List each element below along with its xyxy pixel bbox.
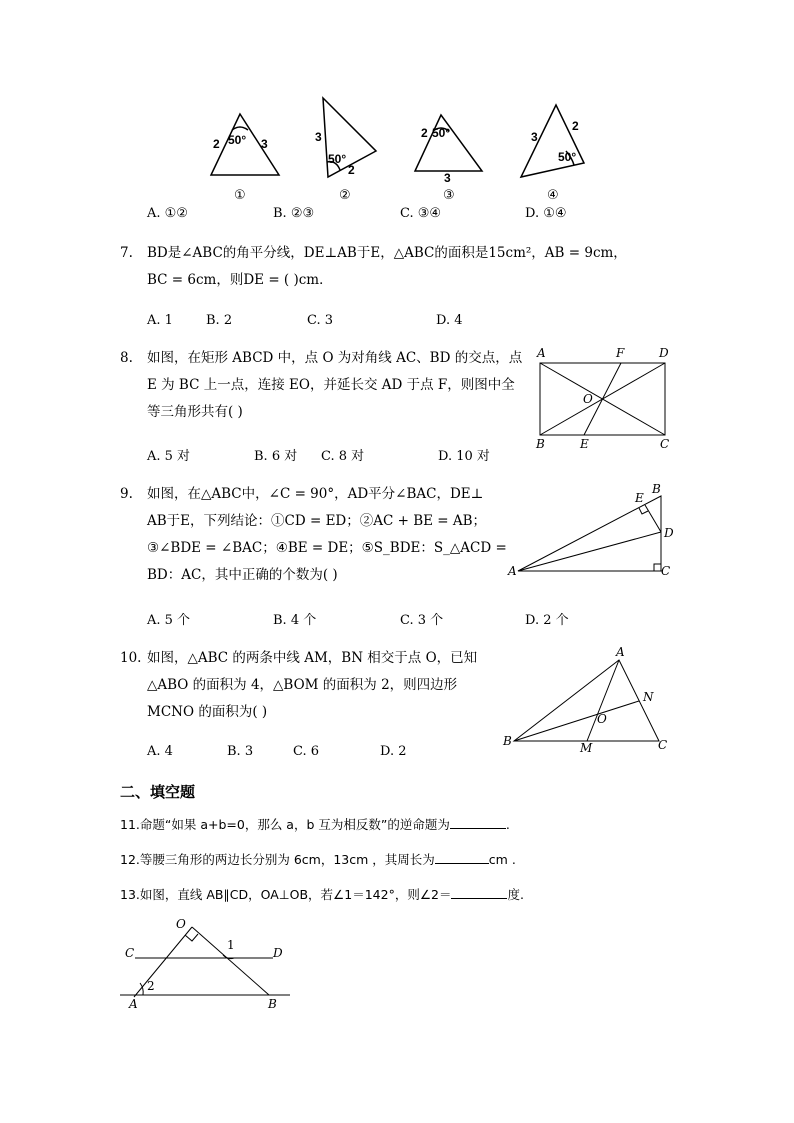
q8-number: 8.: [120, 350, 133, 366]
q13-label-b: B: [268, 997, 277, 1011]
q8-label-e: E: [580, 437, 589, 451]
q7-option-b: B. 2: [206, 313, 233, 328]
q10-label-b: B: [503, 734, 512, 748]
q13-label-d: D: [273, 946, 283, 960]
q9-label-a: A: [508, 564, 517, 578]
q12-end: cm .: [488, 852, 516, 867]
q7-option-a: A. 1: [147, 313, 173, 328]
q7-option-d: D. 4: [436, 313, 463, 328]
t1-label: ①: [234, 188, 246, 203]
q9-line-1: 如图，在△ABC中，∠C = 90°，AD平分∠BAC，DE⊥: [147, 486, 484, 502]
q9-line-2: AB于E，下列结论：①CD = ED；②AC + BE = AB；: [147, 513, 487, 529]
t3-label: ③: [443, 188, 455, 203]
q6-option-d: D. ①④: [525, 206, 567, 221]
q8-option-d: D. 10 对: [438, 449, 490, 464]
q13-label-o: O: [176, 917, 186, 931]
q8-line-1: 如图，在矩形 ABCD 中，点 O 为对角线 AC、BD 的交点，点: [147, 350, 523, 366]
q10-label-n: N: [643, 690, 654, 704]
q10-label-o: O: [597, 712, 607, 726]
q8-label-f: F: [616, 346, 625, 360]
q8-option-b: B. 6 对: [254, 449, 298, 464]
t4-side-a: 3: [531, 130, 538, 144]
q9-line-3: ③∠BDE = ∠BAC；④BE = DE；⑤S_BDE：S_△ACD =: [147, 540, 507, 556]
t4-side-b: 2: [572, 119, 579, 133]
q9-label-c: C: [661, 564, 671, 578]
q6-option-a: A. ①②: [147, 206, 188, 221]
q9-option-b: B. 4 个: [273, 613, 317, 628]
q10-line-3: MCNO 的面积为( ): [147, 704, 268, 720]
t2-side-a: 3: [315, 130, 322, 144]
q7-option-c: C. 3: [307, 313, 334, 328]
q13-angle-1: 1: [227, 938, 235, 952]
section-title: 二、填空题: [120, 783, 196, 801]
t2-angle: 50°: [328, 152, 347, 166]
q10-line-1: 如图，△ABC 的两条中线 AM，BN 相交于点 O，已知: [147, 650, 478, 666]
q11-end: .: [505, 817, 510, 832]
t3-angle: 50°: [432, 126, 451, 140]
q13-angle-2: 2: [147, 979, 155, 993]
t4-angle: 50°: [558, 150, 577, 164]
t1-side-a: 2: [213, 137, 220, 151]
q9-option-a: A. 5 个: [147, 613, 191, 628]
q8-label-a: A: [537, 346, 546, 360]
q7-line-1: BD是∠ABC的角平分线，DE⊥AB于E，△ABC的面积是15cm²，AB = 9cm，: [147, 245, 627, 261]
t3-side-b: 3: [444, 171, 451, 185]
t4-label: ④: [547, 188, 559, 203]
q9-option-c: C. 3 个: [400, 613, 444, 628]
q13-label-c: C: [125, 946, 135, 960]
t1-side-b: 3: [261, 137, 268, 151]
q9-label-e: E: [635, 491, 644, 505]
q6-option-b: B. ②③: [273, 206, 315, 221]
q8-line-2: E 为 BC 上一点，连接 EO，并延长交 AD 于点 F，则图中全: [147, 377, 515, 393]
q10-label-a: A: [616, 645, 625, 659]
q12-text: 12.等腰三角形的两边长分别为 6cm，13cm ，其周长为: [120, 852, 435, 867]
q9-label-d: D: [664, 526, 674, 540]
q6-option-c: C. ③④: [400, 206, 442, 221]
q8-label-d: D: [659, 346, 669, 360]
q10-option-d: D. 2: [380, 744, 407, 759]
q13-end: 度.: [507, 887, 524, 902]
q7-line-2: BC = 6cm，则DE = ( )cm．: [147, 272, 333, 288]
q9-label-b: B: [652, 482, 661, 496]
q11-text: 11.命题“如果 a+b=0，那么 a，b 互为相反数”的逆命题为: [120, 817, 450, 832]
q13-text: 13.如图，直线 AB∥CD，OA⊥OB，若∠1＝142°，则∠2＝: [120, 887, 452, 902]
t3-side-a: 2: [421, 126, 428, 140]
t2-side-b: 2: [348, 163, 355, 177]
q9-option-d: D. 2 个: [525, 613, 569, 628]
q9-line-4: BD：AC，其中正确的个数为( ): [147, 567, 338, 583]
q8-label-o: O: [583, 392, 593, 406]
q10-option-b: B. 3: [227, 744, 254, 759]
q8-label-c: C: [660, 437, 670, 451]
q7-number: 7.: [120, 245, 133, 261]
q8-line-3: 等三角形共有( ): [147, 404, 243, 420]
t1-angle: 50°: [228, 133, 247, 147]
q10-number: 10.: [120, 650, 142, 666]
q8-option-a: A. 5 对: [147, 449, 191, 464]
q8-label-b: B: [536, 437, 545, 451]
q9-number: 9.: [120, 486, 133, 502]
q13-label-a: A: [129, 997, 138, 1011]
q10-label-c: C: [658, 738, 668, 752]
q8-option-c: C. 8 对: [321, 449, 365, 464]
q10-option-c: C. 6: [293, 744, 320, 759]
t2-label: ②: [339, 188, 351, 203]
q10-option-a: A. 4: [147, 744, 173, 759]
q10-label-m: M: [580, 741, 593, 755]
q10-line-2: △ABO 的面积为 4，△BOM 的面积为 2，则四边形: [147, 677, 458, 693]
